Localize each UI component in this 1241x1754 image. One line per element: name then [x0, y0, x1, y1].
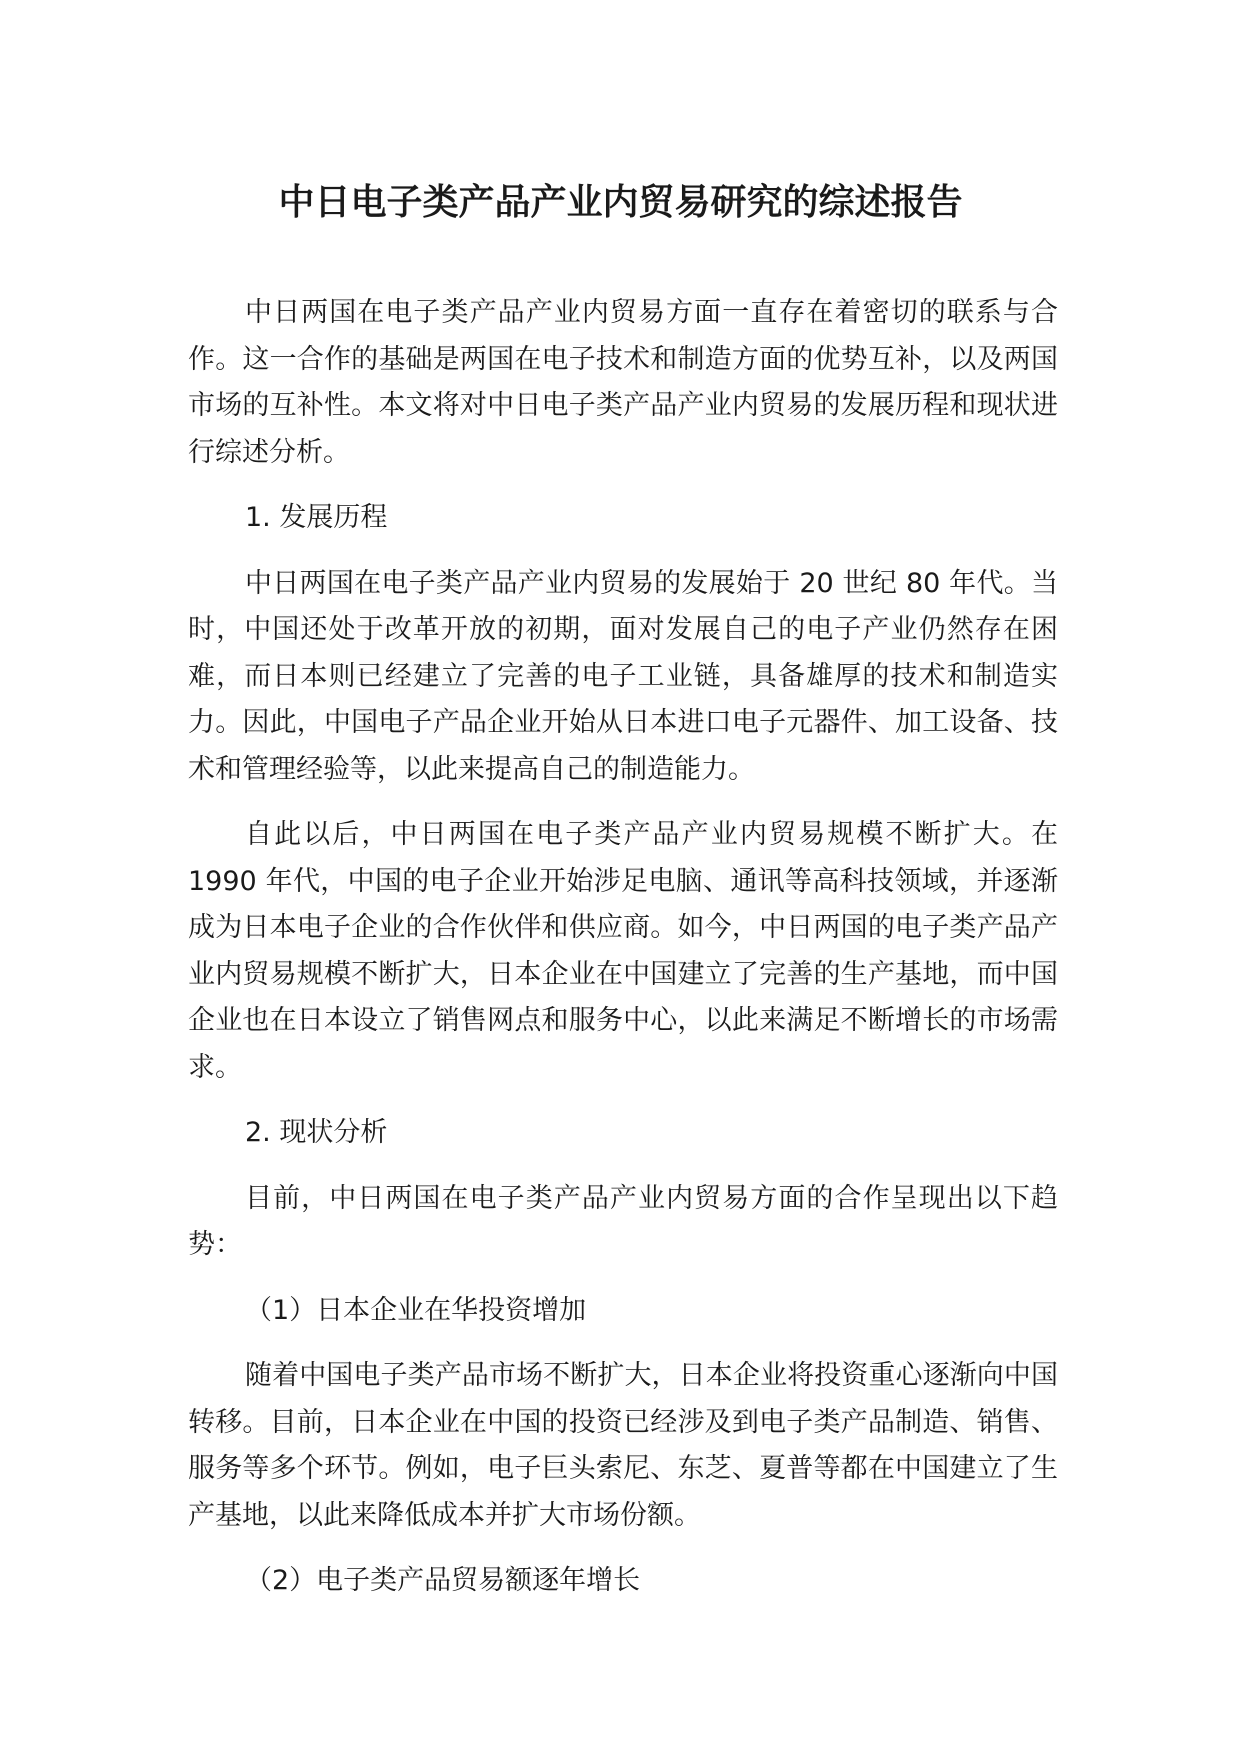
status-paragraph-intro: 目前，中日两国在电子类产品产业内贸易方面的合作呈现出以下趋势： — [188, 1182, 1058, 1260]
development-paragraph-2: 自此以后，中日两国在电子类产品产业内贸易规模不断扩大。在 1990 年代，中国的电子企业开始涉足电脑、通讯等高科技领域，并逐渐成为日本电子企业的合作伙伴和供应商。如今，中日两国的电子类产品产业内贸易规模不断扩大，日本企业在中国建立了完善的生产基地，而中国企业也在日本设立了销售网点和服务中心，以此来满足不断增长的市场需求。 — [188, 819, 1058, 1083]
document-body — [188, 290, 1058, 1624]
subheading-trade-growth: （2）电子类产品贸易额逐年增长 — [245, 1565, 641, 1596]
intro-paragraph: 中日两国在电子类产品产业内贸易方面一直存在着密切的联系与合作。这一合作的基础是两国在电子技术和制造方面的优势互补，以及两国市场的互补性。本文将对中日电子类产品产业内贸易的发展历程和现状进行综述分析。 — [188, 297, 1058, 468]
development-paragraph-1: 中日两国在电子类产品产业内贸易的发展始于 20 世纪 80 年代。当时，中国还处于改革开放的初期，面对发展自己的电子产业仍然存在困难，而日本则已经建立了完善的电子工业链，具备雄厚的技术和制造实力。因此，中国电子产品企业开始从日本进口电子元器件、加工设备、技术和管理经验等，以此来提高自己的制造能力。 — [188, 567, 1058, 785]
subheading-investment: （1）日本企业在华投资增加 — [245, 1294, 587, 1326]
investment-paragraph: 随着中国电子类产品市场不断扩大，日本企业将投资重心逐渐向中国转移。目前，日本企业在中国的投资已经涉及到电子类产品制造、销售、服务等多个环节。例如，电子巨头索尼、东芝、夏普等都在中国建立了生产基地，以此来降低成本并扩大市场份额。 — [188, 1360, 1058, 1531]
section-heading-status: 2. 现状分析 — [245, 1117, 388, 1148]
section-heading-development: 1. 发展历程 — [245, 502, 388, 533]
document-title: 中日电子类产品产业内贸易研究的综述报告 — [278, 182, 963, 223]
